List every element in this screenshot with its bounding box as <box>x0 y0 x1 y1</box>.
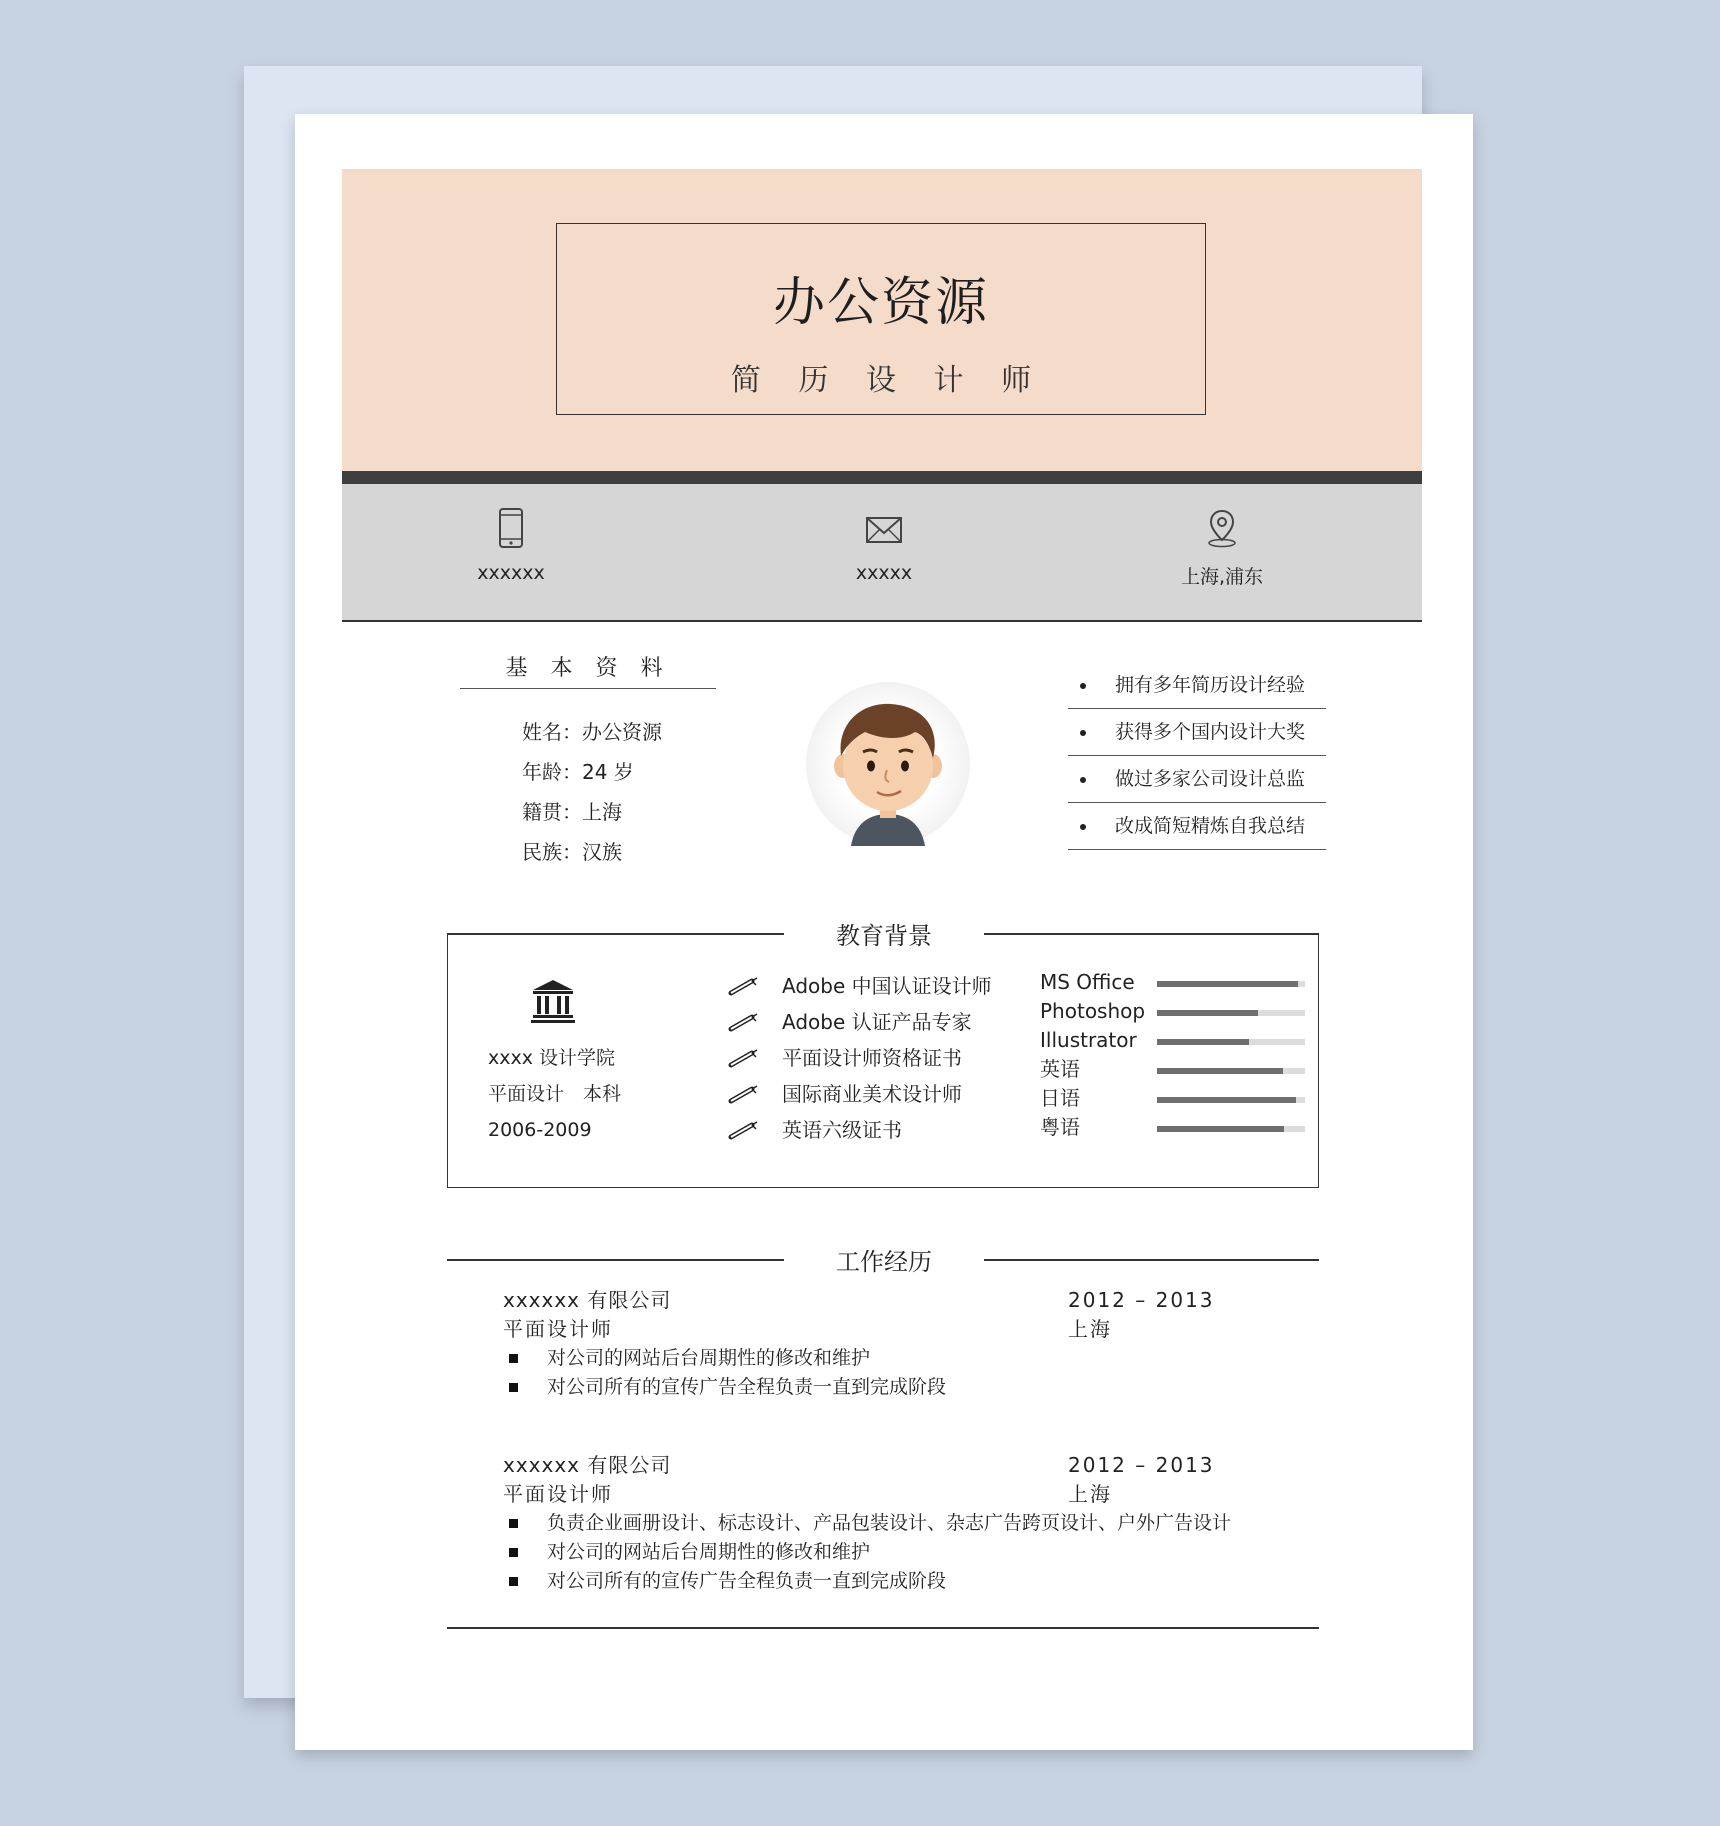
certificate-text: 国际商业美术设计师 <box>782 1082 962 1106</box>
skill-bar-fill <box>1157 1097 1296 1103</box>
highlight-item: 拥有多年简历设计经验 <box>1068 662 1326 709</box>
job-duty: 对公司所有的宣传广告全程负责一直到完成阶段 <box>503 1373 1303 1402</box>
info-age: 年龄：24 岁 <box>522 760 634 784</box>
phone-icon <box>498 508 524 548</box>
highlights-list <box>1068 662 1326 850</box>
certificate-item <box>728 1076 992 1112</box>
certificate-text: Adobe 中国认证设计师 <box>782 974 992 998</box>
location-pin-icon <box>1205 508 1239 548</box>
skill-bar <box>1157 1039 1305 1045</box>
skill-item <box>1040 1084 1310 1113</box>
work-line-right <box>984 1259 1319 1261</box>
mail-icon <box>865 508 903 548</box>
job-entry <box>503 1451 1303 1596</box>
job-duty: 对公司的网站后台周期性的修改和维护 <box>503 1344 1303 1373</box>
diploma-icon <box>728 976 758 996</box>
job-role: 平面设计师 <box>503 1317 613 1341</box>
header-band <box>342 169 1422 471</box>
job-period: 2012 – 2013 <box>1068 1453 1215 1477</box>
job-entry <box>503 1286 1303 1402</box>
skill-bar <box>1157 1010 1305 1016</box>
skill-bar-fill <box>1157 981 1298 987</box>
skill-bar <box>1157 1126 1305 1132</box>
skill-item <box>1040 1055 1310 1084</box>
education-box <box>447 934 1319 1188</box>
school-block <box>488 978 621 1148</box>
skill-bar <box>1157 1097 1305 1103</box>
email-text: xxxxx <box>855 562 913 584</box>
info-name: 姓名：办公资源 <box>522 720 662 744</box>
basic-info-list <box>522 712 662 872</box>
work-title: 工作经历 <box>784 1242 984 1277</box>
highlight-item: 改成简短精炼自我总结 <box>1068 803 1326 850</box>
job-duty: 负责企业画册设计、标志设计、产品包装设计、杂志广告跨页设计、户外广告设计 <box>503 1509 1303 1538</box>
phone-text: xxxxxx <box>477 562 545 584</box>
certificate-list <box>728 968 992 1148</box>
skill-name: 英语 <box>1040 1057 1080 1081</box>
job-duty: 对公司所有的宣传广告全程负责一直到完成阶段 <box>503 1567 1303 1596</box>
skill-bar-fill <box>1157 1068 1283 1074</box>
work-line-left <box>447 1259 784 1261</box>
diploma-icon <box>728 1048 758 1068</box>
avatar <box>803 674 973 854</box>
skill-bar-fill <box>1157 1039 1249 1045</box>
certificate-item <box>728 1112 992 1148</box>
resume-name: 办公资源 <box>772 273 989 333</box>
skill-name: 粤语 <box>1040 1115 1080 1139</box>
diploma-icon <box>728 1084 758 1104</box>
certificate-item <box>728 1004 992 1040</box>
skill-bar <box>1157 981 1305 987</box>
info-hometown: 籍贯：上海 <box>522 800 622 824</box>
certificate-text: Adobe 认证产品专家 <box>782 1010 972 1034</box>
contact-email <box>804 508 964 584</box>
skill-name: 日语 <box>1040 1086 1080 1110</box>
skill-name: MS Office <box>1040 970 1135 994</box>
skill-name: Photoshop <box>1040 999 1146 1023</box>
skill-item <box>1040 997 1310 1026</box>
university-building-icon <box>530 978 576 1024</box>
resume-role: 简 历 设 计 师 <box>730 363 1046 398</box>
certificate-text: 平面设计师资格证书 <box>782 1046 962 1070</box>
education-title: 教育背景 <box>784 916 984 951</box>
diploma-icon <box>728 1120 758 1140</box>
certificate-item <box>728 968 992 1004</box>
skill-item <box>1040 1113 1310 1142</box>
contact-band <box>342 484 1422 622</box>
highlight-item: 获得多个国内设计大奖 <box>1068 709 1326 756</box>
contact-phone <box>431 508 591 584</box>
job-duty: 对公司的网站后台周期性的修改和维护 <box>503 1538 1303 1567</box>
job-role: 平面设计师 <box>503 1482 613 1506</box>
school-years: 2006-2009 <box>488 1119 592 1141</box>
skill-item <box>1040 968 1310 997</box>
resume-page <box>295 114 1473 1750</box>
job-company: xxxxxx 有限公司 <box>503 1453 672 1477</box>
info-ethnicity: 民族：汉族 <box>522 840 622 864</box>
skill-bar-fill <box>1157 1126 1284 1132</box>
skill-list <box>1040 968 1310 1142</box>
certificate-item <box>728 1040 992 1076</box>
certificate-text: 英语六级证书 <box>782 1118 902 1142</box>
diploma-icon <box>728 1012 758 1032</box>
skill-bar-fill <box>1157 1010 1258 1016</box>
job-city: 上海 <box>1068 1482 1112 1506</box>
title-box <box>556 223 1206 415</box>
basic-info-title: 基 本 资 料 <box>460 651 716 689</box>
job-period: 2012 – 2013 <box>1068 1288 1215 1312</box>
divider-bar <box>342 471 1422 484</box>
job-company: xxxxxx 有限公司 <box>503 1288 672 1312</box>
skill-item <box>1040 1026 1310 1055</box>
school-name: xxxx 设计学院 <box>488 1047 616 1069</box>
highlight-item: 做过多家公司设计总监 <box>1068 756 1326 803</box>
job-city: 上海 <box>1068 1317 1112 1341</box>
skill-bar <box>1157 1068 1305 1074</box>
skill-name: Illustrator <box>1040 1028 1137 1052</box>
contact-location <box>1142 508 1302 589</box>
school-major: 平面设计 本科 <box>488 1083 622 1105</box>
bottom-line <box>447 1627 1319 1629</box>
location-text: 上海,浦东 <box>1180 566 1264 588</box>
